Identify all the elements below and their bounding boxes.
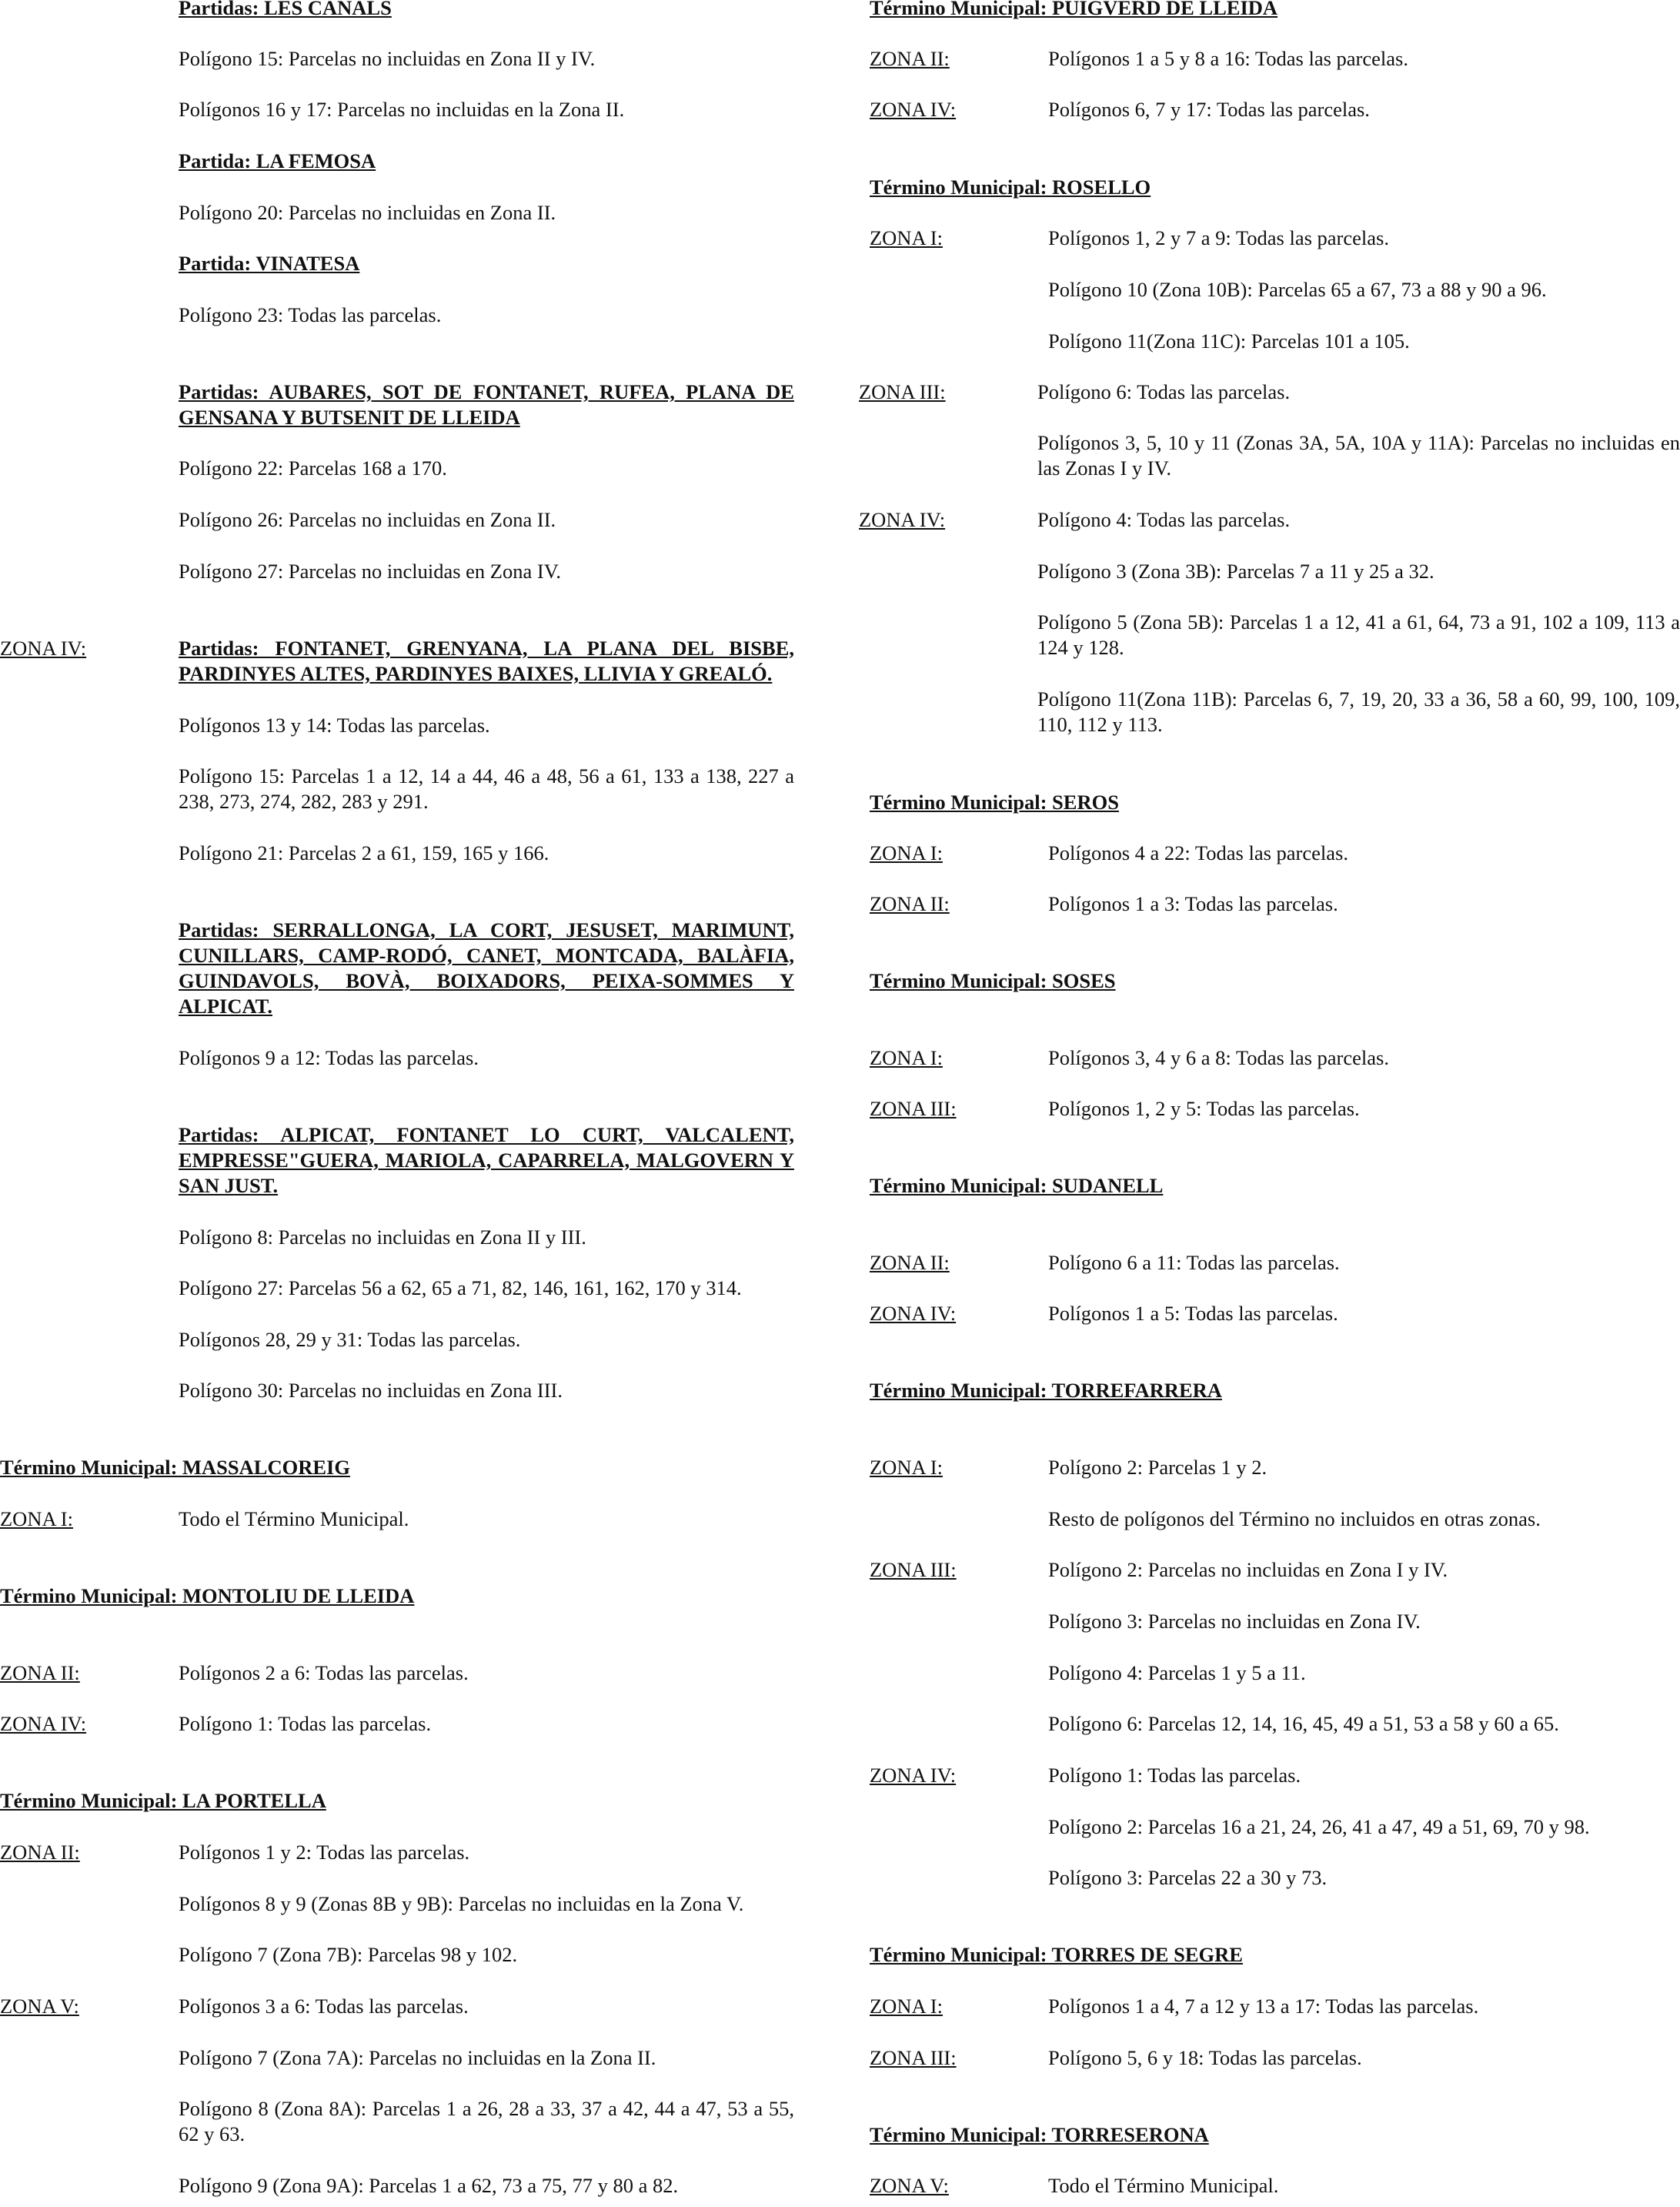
text-line: Polígono 8 (Zona 8A): Parcelas 1 a 26, 28 a 33, 37 a 42, 44 a 47, 53 a 55, 62 y 63. [179, 2097, 794, 2145]
text-line: Polígonos 1 a 4, 7 a 12 y 13 a 17: Todas las parcelas. [1048, 1995, 1479, 2018]
municipal-heading: Término Municipal: ROSELLO [870, 176, 1151, 199]
text-line: Polígonos 13 y 14: Todas las parcelas. [179, 714, 490, 737]
text-line: Polígono 4: Todas las parcelas. [1037, 508, 1291, 531]
text-line: Polígono 6: Todas las parcelas. [1037, 380, 1291, 403]
text-line: Polígono 27: Parcelas no incluidas en Zona IV. [179, 560, 562, 583]
text-line: Polígonos 28, 29 y 31: Todas las parcelas. [179, 1328, 521, 1351]
municipal-heading: Término Municipal: LA PORTELLA [0, 1789, 326, 1812]
text-line: Polígonos 3, 5, 10 y 11 (Zonas 3A, 5A, 10A y 11A): Parcelas no incluidas en las Zonas I y IV. [1037, 431, 1680, 480]
text-line: Polígono 3 (Zona 3B): Parcelas 7 a 11 y 25 a 32. [1037, 560, 1435, 583]
text-line: Todo el Término Municipal. [1048, 2174, 1279, 2197]
zone-label: ZONA I: [870, 1046, 943, 1069]
text-line: Polígono 22: Parcelas 168 a 170. [179, 456, 447, 480]
text-line: Polígono 5, 6 y 18: Todas las parcelas. [1048, 2046, 1362, 2069]
municipal-heading: Término Municipal: TORRESERONA [870, 2123, 1209, 2146]
text-line: Polígono 23: Todas las parcelas. [179, 303, 442, 326]
text-line: Polígonos 9 a 12: Todas las parcelas. [179, 1046, 479, 1069]
text-line: Polígono 2: Parcelas no incluidas en Zona I y IV. [1048, 1558, 1448, 1581]
municipal-heading: Término Municipal: SEROS [870, 791, 1119, 814]
partida-heading: GENSANA Y BUTSENIT DE LLEIDA [179, 406, 520, 429]
text-line: Polígono 11(Zona 11B): Parcelas 6, 7, 19, 20, 33 a 36, 58 a 60, 99, 100, 109, 110, 112 y 113. [1037, 687, 1680, 736]
text-line: Polígono 3: Parcelas no incluidas en Zona IV. [1048, 1610, 1421, 1633]
text-line: Polígonos 3, 4 y 6 a 8: Todas las parcelas. [1048, 1046, 1389, 1069]
zone-label: ZONA II: [0, 1661, 80, 1684]
text-line: Polígono 2: Parcelas 1 y 2. [1048, 1456, 1268, 1479]
zone-label: ZONA IV: [870, 98, 957, 121]
partida-heading: CUNILLARS, CAMP-RODÓ, CANET, MONTCADA, BALÀFIA, [179, 944, 794, 967]
partida-heading: Partida: VINATESA [179, 252, 360, 275]
partida-heading: Partidas: ALPICAT, FONTANET LO CURT, VALCALENT, [179, 1123, 794, 1146]
zone-label: ZONA II: [870, 1251, 950, 1274]
text-line: Polígono 27: Parcelas 56 a 62, 65 a 71, 82, 146, 161, 162, 170 y 314. [179, 1276, 742, 1299]
text-line: Todo el Término Municipal. [179, 1507, 409, 1530]
text-line: Polígono 3: Parcelas 22 a 30 y 73. [1048, 1866, 1328, 1889]
text-line: Polígono 21: Parcelas 2 a 61, 159, 165 y 166. [179, 841, 549, 864]
zone-label: ZONA III: [870, 2046, 957, 2069]
text-line: Polígonos 1, 2 y 7 a 9: Todas las parcelas. [1048, 226, 1389, 249]
text-line: Polígonos 8 y 9 (Zonas 8B y 9B): Parcelas no incluidas en la Zona V. [179, 1892, 744, 1915]
text-line: Polígonos 2 a 6: Todas las parcelas. [179, 1661, 469, 1684]
zone-label: ZONA II: [0, 1841, 80, 1864]
municipal-heading: Término Municipal: SUDANELL [870, 1174, 1164, 1197]
text-line: Polígono 11(Zona 11C): Parcelas 101 a 105. [1048, 329, 1410, 353]
text-line: Polígono 1: Todas las parcelas. [1048, 1764, 1301, 1787]
text-line: Polígono 7 (Zona 7B): Parcelas 98 y 102. [179, 1943, 518, 1966]
partida-heading: GUINDAVOLS, BOVÀ, BOIXADORS, PEIXA-SOMMES Y [179, 969, 794, 992]
zone-label: ZONA V: [870, 2174, 949, 2197]
text-line: Polígonos 4 a 22: Todas las parcelas. [1048, 841, 1348, 864]
text-line: Polígonos 6, 7 y 17: Todas las parcelas. [1048, 98, 1370, 121]
zone-label: ZONA III: [870, 1097, 957, 1120]
partida-heading: SAN JUST. [179, 1174, 279, 1197]
text-line: Polígono 10 (Zona 10B): Parcelas 65 a 67, 73 a 88 y 90 a 96. [1048, 278, 1547, 301]
municipal-heading: Término Municipal: PUIGVERD DE LLEIDA [870, 0, 1278, 19]
text-line: Polígono 9 (Zona 9A): Parcelas 1 a 62, 73 a 75, 77 y 80 a 82. [179, 2174, 679, 2197]
zone-label: ZONA I: [0, 1507, 73, 1530]
zone-label: ZONA III: [859, 380, 946, 403]
partida-heading: Partidas: FONTANET, GRENYANA, LA PLANA DEL BISBE, [179, 637, 794, 660]
text-line: Polígonos 1 a 5 y 8 a 16: Todas las parcelas. [1048, 47, 1408, 70]
partida-heading: Partida: LA FEMOSA [179, 149, 376, 172]
partida-heading: EMPRESSE"GUERA, MARIOLA, CAPARRELA, MALGOVERN Y [179, 1149, 794, 1172]
municipal-heading: Término Municipal: MONTOLIU DE LLEIDA [0, 1584, 415, 1607]
partida-heading: Partidas: AUBARES, SOT DE FONTANET, RUFEA, PLANA DE [179, 380, 794, 403]
municipal-heading: Término Municipal: SOSES [870, 969, 1116, 992]
text-line: Polígonos 1 y 2: Todas las parcelas. [179, 1841, 470, 1864]
text-line: Polígono 6: Parcelas 12, 14, 16, 45, 49 a 51, 53 a 58 y 60 a 65. [1048, 1712, 1559, 1735]
partida-heading: PARDINYES ALTES, PARDINYES BAIXES, LLIVIA Y GREALÓ. [179, 662, 773, 685]
text-line: Polígono 2: Parcelas 16 a 21, 24, 26, 41 a 47, 49 a 51, 69, 70 y 98. [1048, 1815, 1590, 1838]
text-line: Polígonos 1 a 5: Todas las parcelas. [1048, 1302, 1338, 1325]
zone-label: ZONA II: [870, 892, 950, 915]
zone-label: ZONA V: [0, 1995, 79, 2018]
zone-label: ZONA I: [870, 1456, 943, 1479]
text-line: Polígono 4: Parcelas 1 y 5 a 11. [1048, 1661, 1306, 1684]
text-line: Polígono 26: Parcelas no incluidas en Zona II. [179, 508, 556, 531]
text-line: Polígonos 3 a 6: Todas las parcelas. [179, 1995, 469, 2018]
text-line: Polígono 20: Parcelas no incluidas en Zona II. [179, 201, 556, 224]
municipal-heading: Término Municipal: TORREFARRERA [870, 1379, 1222, 1402]
partida-heading: ALPICAT. [179, 995, 272, 1018]
zone-label: ZONA IV: [870, 1302, 957, 1325]
text-line: Polígonos 1, 2 y 5: Todas las parcelas. [1048, 1097, 1360, 1120]
zone-label: ZONA I: [870, 841, 943, 864]
text-line: Polígono 6 a 11: Todas las parcelas. [1048, 1251, 1340, 1274]
text-line: Resto de polígonos del Término no incluidos en otras zonas. [1048, 1507, 1541, 1530]
municipal-heading: Término Municipal: TORRES DE SEGRE [870, 1943, 1243, 1966]
zone-label: ZONA III: [870, 1558, 957, 1581]
text-line: Polígono 8: Parcelas no incluidas en Zona II y III. [179, 1226, 586, 1249]
zone-label: ZONA IV: [859, 508, 946, 531]
text-line: Polígono 1: Todas las parcelas. [179, 1712, 432, 1735]
text-line: Polígono 5 (Zona 5B): Parcelas 1 a 12, 41 a 61, 64, 73 a 91, 102 a 109, 113 a 124 y 128. [1037, 610, 1680, 659]
partida-heading: Partidas: SERRALLONGA, LA CORT, JESUSET, MARIMUNT, [179, 918, 794, 941]
text-line: Polígono 15: Parcelas 1 a 12, 14 a 44, 46 a 48, 56 a 61, 133 a 138, 227 a 238, 273, 274, 282, 283 y 291. [179, 764, 794, 813]
text-line: Polígonos 16 y 17: Parcelas no incluidas en la Zona II. [179, 98, 625, 121]
zone-label: ZONA IV: [0, 637, 87, 660]
municipal-heading: Término Municipal: MASSALCOREIG [0, 1456, 350, 1479]
zone-label: ZONA I: [870, 1995, 943, 2018]
text-line: Polígono 15: Parcelas no incluidas en Zona II y IV. [179, 47, 596, 70]
zone-label: ZONA I: [870, 226, 943, 249]
text-line: Polígono 7 (Zona 7A): Parcelas no incluidas en la Zona II. [179, 2046, 656, 2069]
text-line: Polígonos 1 a 3: Todas las parcelas. [1048, 892, 1338, 915]
zone-label: ZONA IV: [870, 1764, 957, 1787]
text-line: Polígono 30: Parcelas no incluidas en Zona III. [179, 1379, 563, 1402]
zone-label: ZONA II: [870, 47, 950, 70]
zone-label: ZONA IV: [0, 1712, 87, 1735]
partida-heading: Partidas: LES CANALS [179, 0, 392, 19]
